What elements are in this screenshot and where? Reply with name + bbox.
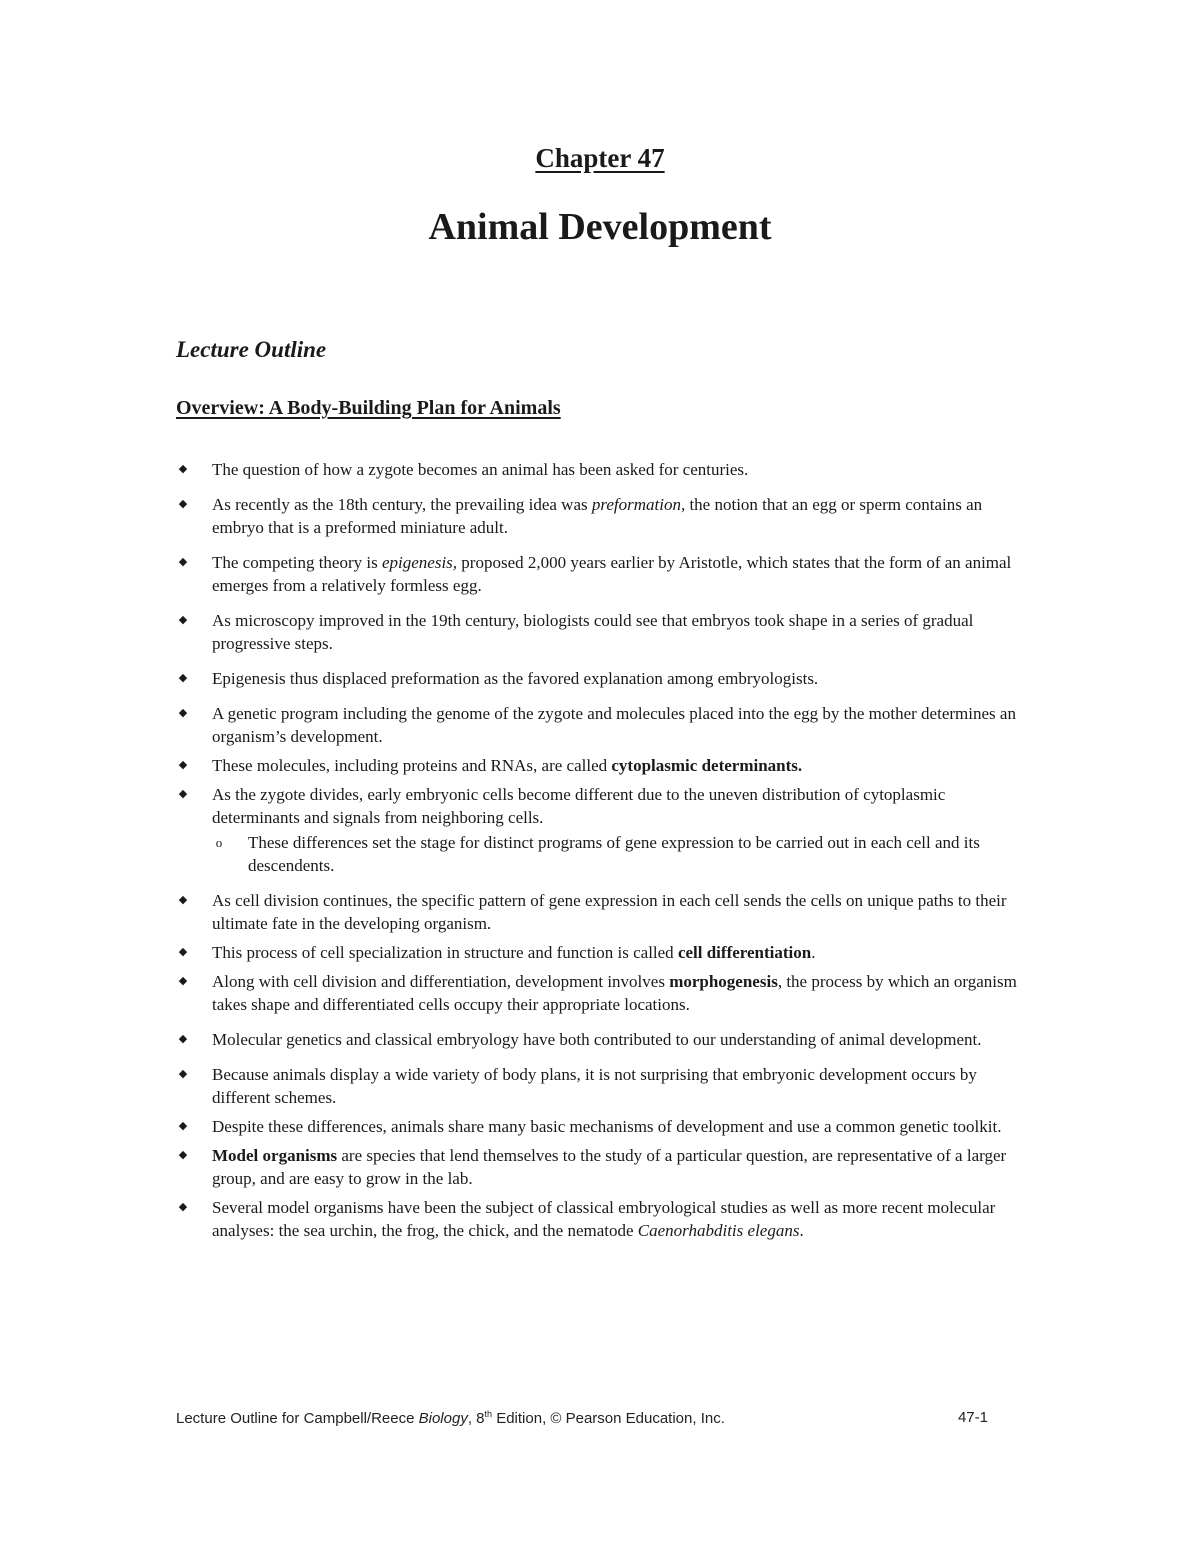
list-item: ◆ The question of how a zygote becomes an animal has been asked for centuries.: [176, 458, 1026, 481]
bullet-icon: ◆: [178, 1201, 188, 1213]
list-item: ◆ Despite these differences, animals share many basic mechanisms of development and use a common genetic toolkit.: [176, 1115, 1026, 1138]
bullet-icon: ◆: [178, 975, 188, 987]
list-item: ◆ As the zygote divides, early embryonic cells become different due to the uneven distribution of cytoplasmic determinants and signals from neighboring cells.: [176, 783, 1026, 829]
list-item: ◆ A genetic program including the genome of the zygote and molecules placed into the egg by the mother determines an organism’s development.: [176, 702, 1026, 748]
list-item: ◆ Along with cell division and differentiation, development involves morphogenesis, the process by which an organism takes shape and differentiated cells occupy their appropriate locations.: [176, 970, 1026, 1016]
bullet-icon: ◆: [178, 894, 188, 906]
bullet-icon: ◆: [178, 759, 188, 771]
chapter-title: Animal Development: [428, 206, 772, 248]
list-item: ◆ Several model organisms have been the subject of classical embryological studies as well as more recent molecular analyses: the sea urchin, the frog, the chick, and the nematode Caenorhabditis elegans.: [176, 1196, 1026, 1242]
bullet-icon: ◆: [178, 1068, 188, 1080]
list-item: ◆ The competing theory is epigenesis, proposed 2,000 years earlier by Aristotle, which states that the form of an animal emerges from a relatively formless egg.: [176, 551, 1026, 597]
list-item: ◆ Molecular genetics and classical embryology have both contributed to our understanding of animal development.: [176, 1028, 1026, 1051]
bullet-icon: ◆: [178, 672, 188, 684]
list-item: ◆ Because animals display a wide variety of body plans, it is not surprising that embryonic development occurs by different schemes.: [176, 1063, 1026, 1109]
sub-list-item: o These differences set the stage for distinct programs of gene expression to be carried out in each cell and its descendents.: [212, 831, 1026, 877]
bullet-icon: ◆: [178, 946, 188, 958]
bullet-icon: ◆: [178, 707, 188, 719]
bullet-icon: ◆: [178, 463, 188, 475]
list-item: ◆ As microscopy improved in the 19th century, biologists could see that embryos took shape in a series of gradual progressive steps.: [176, 609, 1026, 655]
outline-heading: Lecture Outline: [176, 337, 327, 362]
bullet-icon: ◆: [178, 556, 188, 568]
list-item: ◆ This process of cell specialization in structure and function is called cell differentiation.: [176, 941, 1026, 964]
list-item: ◆ Model organisms are species that lend themselves to the study of a particular question, are representative of a larger group, and are easy to grow in the lab.: [176, 1144, 1026, 1190]
bullet-icon: ◆: [178, 1149, 188, 1161]
section-heading: Overview: A Body-Building Plan for Animals: [176, 397, 561, 419]
page-number: 47-1: [957, 1409, 988, 1426]
list-item: ◆ As cell division continues, the specific pattern of gene expression in each cell sends the cells on unique paths to their ultimate fate in the developing organism.: [176, 889, 1026, 935]
bullet-icon: ◆: [178, 1120, 188, 1132]
circle-bullet-icon: o: [215, 835, 223, 850]
list-item: ◆ As recently as the 18th century, the prevailing idea was preformation, the notion that an egg or sperm contains an embryo that is a preformed miniature adult.: [176, 493, 1026, 539]
list-item: ◆ These molecules, including proteins and RNAs, are called cytoplasmic determinants.: [176, 754, 1026, 777]
footer-citation: Lecture Outline for Campbell/Reece Biology, 8th Edition, © Pearson Education, Inc.: [176, 1409, 725, 1427]
bullet-icon: ◆: [178, 498, 188, 510]
list-item: ◆ Epigenesis thus displaced preformation as the favored explanation among embryologists.: [176, 667, 1026, 690]
bullet-icon: ◆: [178, 788, 188, 800]
bullet-icon: ◆: [178, 614, 188, 626]
bullet-list: [176, 458, 1026, 1254]
page-footer: [176, 1409, 988, 1427]
bullet-icon: ◆: [178, 1033, 188, 1045]
chapter-number: Chapter 47: [535, 143, 665, 173]
